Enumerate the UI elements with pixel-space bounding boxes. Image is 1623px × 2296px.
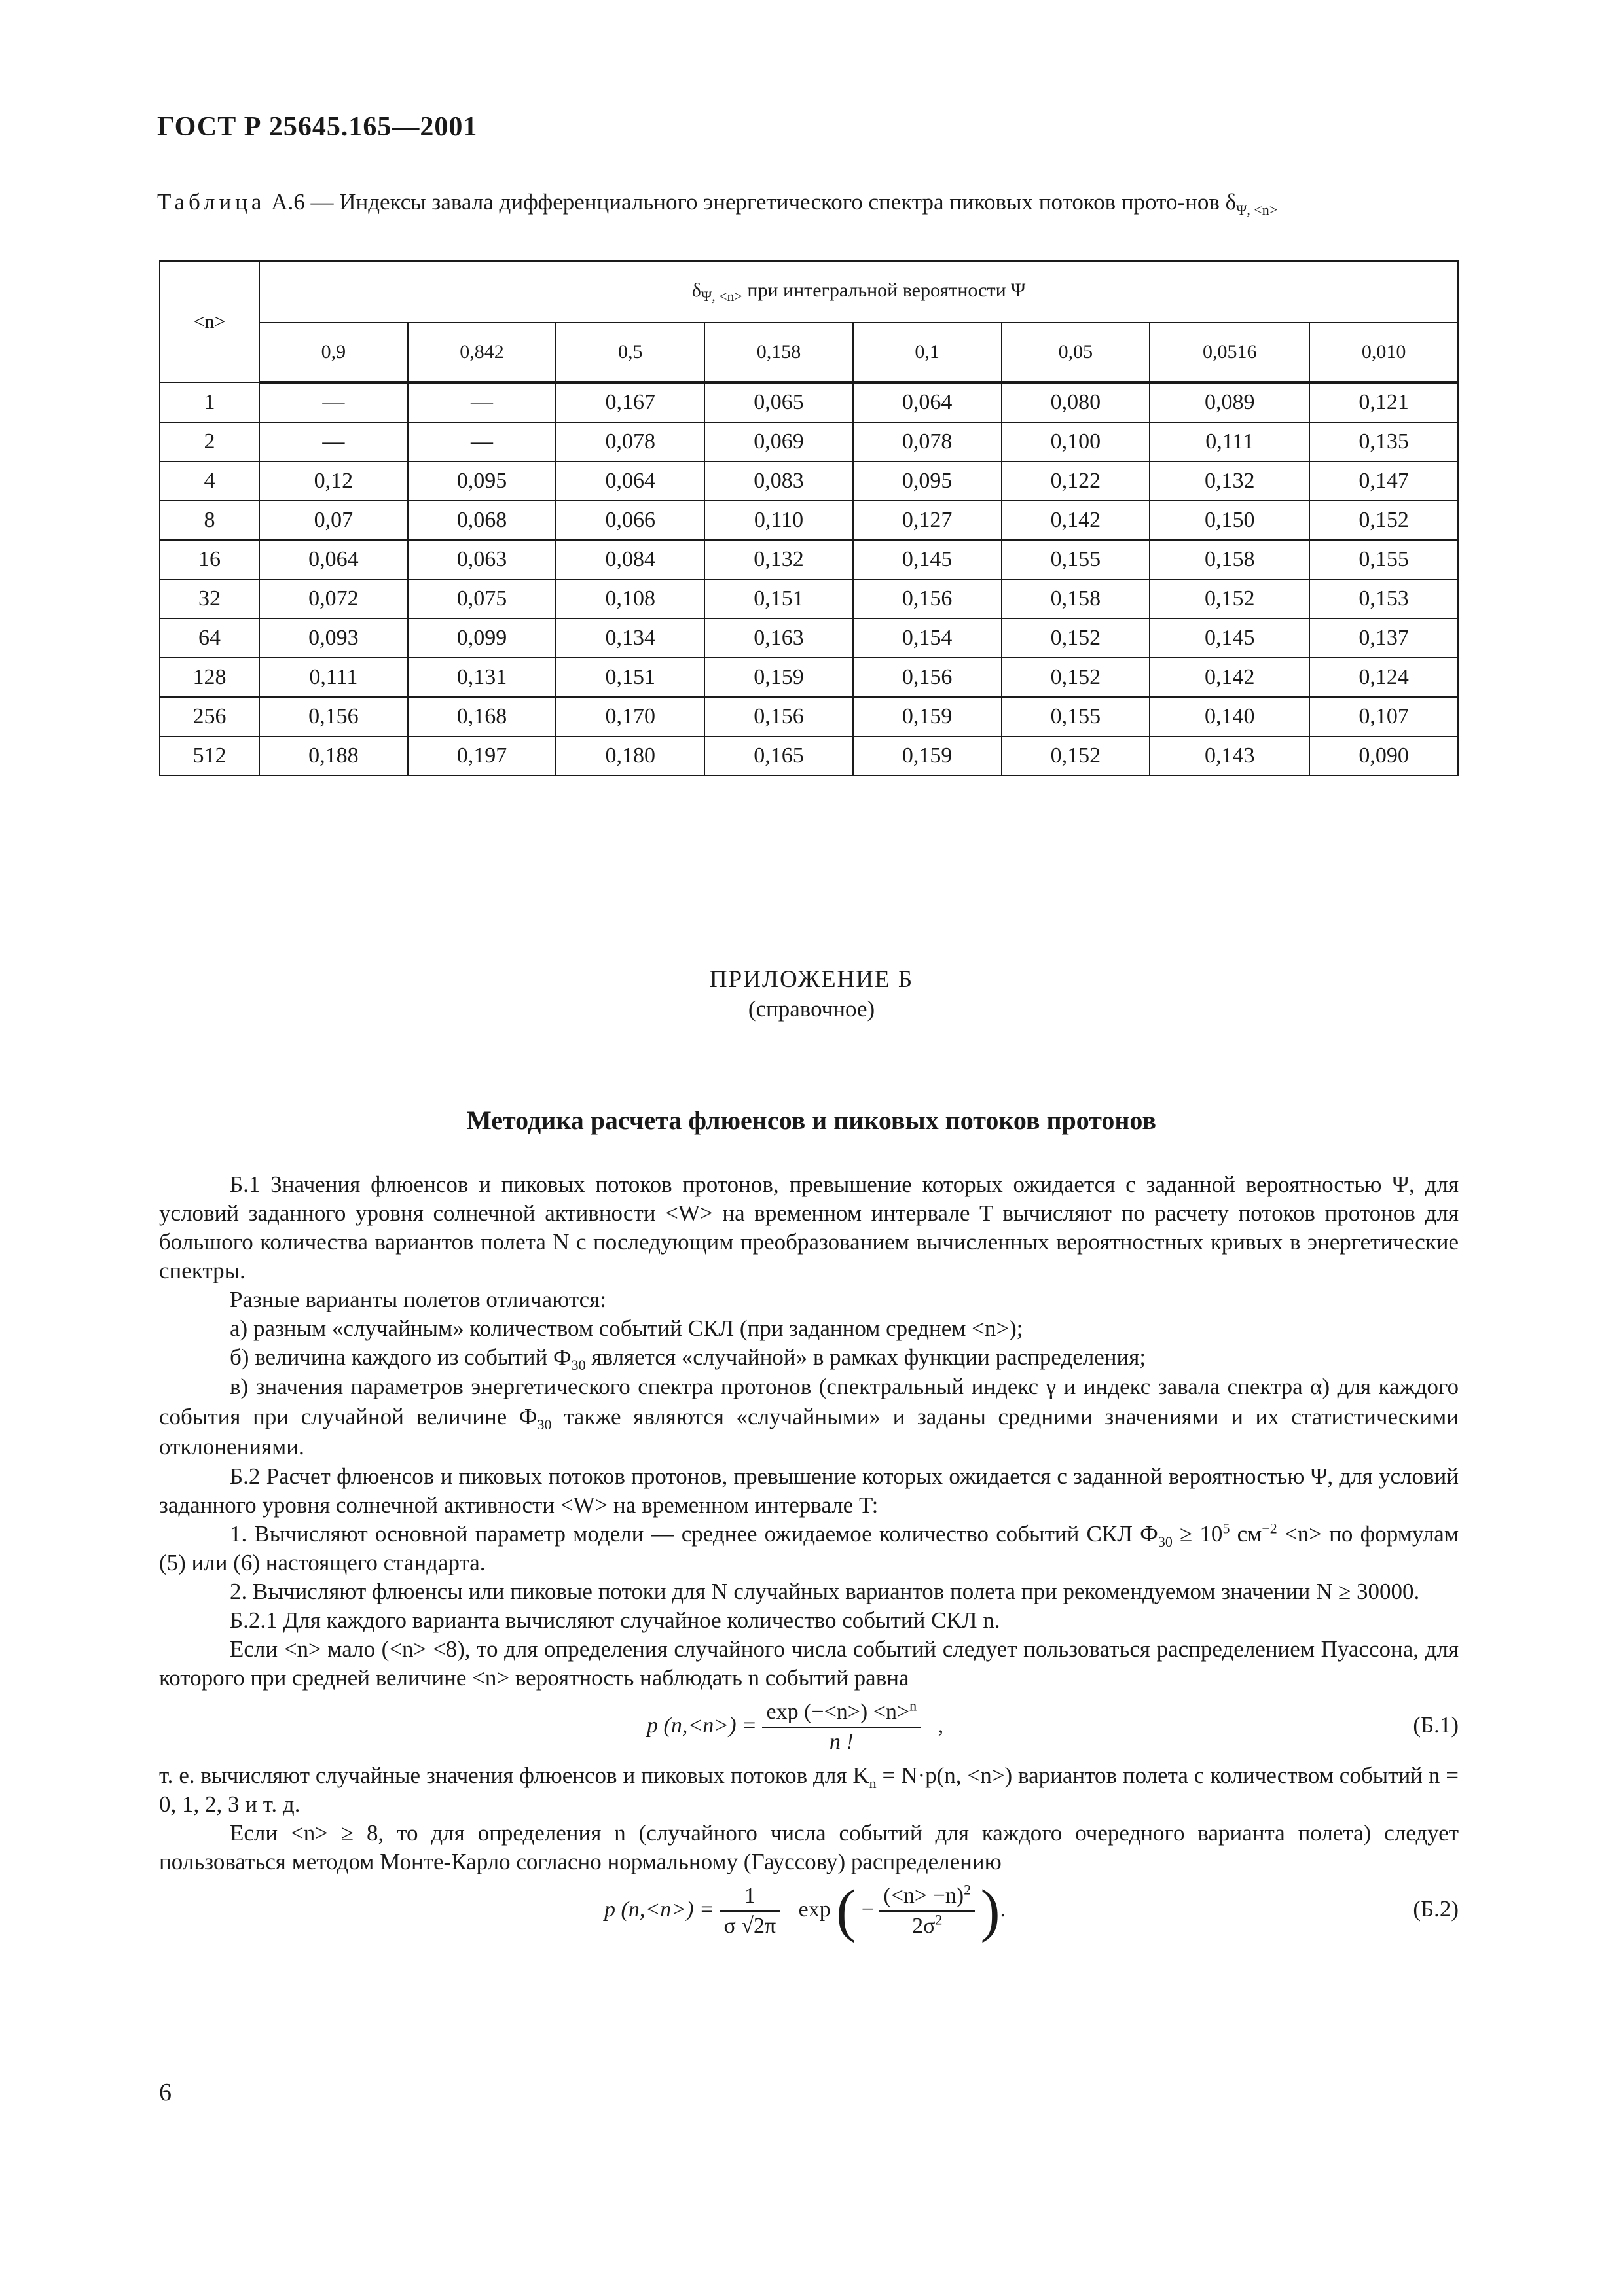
column-header: 0,158 <box>704 323 853 382</box>
appendix-subtitle: (справочное) <box>748 996 875 1022</box>
table-cell: 0,093 <box>259 619 408 658</box>
table-cell: 0,111 <box>259 658 408 697</box>
formula-b2-inner-numerator: (<n> −n) <box>883 1884 964 1908</box>
table-cell: 0,137 <box>1309 619 1458 658</box>
table-cell: 0,089 <box>1150 382 1309 422</box>
row-n-cell: 256 <box>160 697 259 736</box>
table-cell: 0,111 <box>1150 422 1309 461</box>
table-row <box>160 422 1458 461</box>
table-cell: 0,07 <box>259 501 408 540</box>
table-cell: 0,084 <box>556 540 704 579</box>
step-1-tail: <n> по формулам (5) или (6) настоящего стандарта. <box>159 1521 1459 1575</box>
table-cell: 0,064 <box>259 540 408 579</box>
index-table <box>159 260 1459 776</box>
table-cell: 0,158 <box>1150 540 1309 579</box>
table-cell: 0,168 <box>408 697 556 736</box>
table-cell: 0,108 <box>556 579 704 619</box>
list-item-c-sub: 30 <box>537 1416 552 1433</box>
table-cell: 0,152 <box>1002 658 1150 697</box>
column-header: 0,9 <box>259 323 408 382</box>
group-header-symbol: δ <box>691 279 701 301</box>
row-n-cell: 8 <box>160 501 259 540</box>
table-caption-text: А.6 — Индексы завала дифференциального энергетического спектра пиковых потоков прото-нов δ <box>271 189 1237 215</box>
table-cell: 0,159 <box>704 658 853 697</box>
table-cell: 0,159 <box>853 697 1002 736</box>
formula-b2-fraction <box>720 1882 780 1941</box>
formula-b1-fraction <box>762 1698 921 1757</box>
body-text <box>159 1170 1459 1955</box>
table-cell: 0,147 <box>1309 461 1458 501</box>
table-caption-subscript: Ψ, <n> <box>1236 202 1278 218</box>
row-n-cell: 32 <box>160 579 259 619</box>
table-cell: 0,180 <box>556 736 704 776</box>
table-cell: 0,188 <box>259 736 408 776</box>
column-header: 0,010 <box>1309 323 1458 382</box>
table-row <box>160 540 1458 579</box>
paragraph-kn-tail: = N·p(n, <n>) вариантов полета с количеством событий n = 0, 1, 2, 3 и т. д. <box>159 1763 1459 1817</box>
list-item-c <box>159 1372 1459 1462</box>
column-header: 0,05 <box>1002 323 1150 382</box>
table-cell: 0,12 <box>259 461 408 501</box>
formula-b2-inner-denominator: 2σ <box>912 1914 936 1938</box>
table-cell: 0,143 <box>1150 736 1309 776</box>
step-1-unit: см <box>1230 1521 1262 1547</box>
formula-b2-numerator: 1 <box>720 1882 780 1912</box>
step-1-sub: 30 <box>1158 1534 1173 1550</box>
page-number: 6 <box>159 2079 172 2106</box>
formula-b1-numerator: exp (−<n>) <n> <box>766 1700 910 1724</box>
row-n-cell: 64 <box>160 619 259 658</box>
table-cell: 0,078 <box>556 422 704 461</box>
table-row <box>160 658 1458 697</box>
table-cell: 0,121 <box>1309 382 1458 422</box>
table-cell: 0,124 <box>1309 658 1458 697</box>
row-n-cell: 128 <box>160 658 259 697</box>
paragraph-step-2: 2. Вычисляют флюенсы или пиковые потоки для N случайных вариантов полета при рекомендуемом значении N ≥ 30000. <box>230 1579 1420 1604</box>
list-item-b-text: б) величина каждого из событий Ф <box>230 1344 572 1370</box>
table-cell: 0,063 <box>408 540 556 579</box>
table-cell: 0,127 <box>853 501 1002 540</box>
table-cell: 0,165 <box>704 736 853 776</box>
table-cell: 0,153 <box>1309 579 1458 619</box>
paragraph-b21: Б.2.1 Для каждого варианта вычисляют случайное количество событий СКЛ n. <box>230 1607 1000 1633</box>
list-item-b-tail: является «случайной» в рамках функции распределения; <box>585 1344 1146 1370</box>
table-cell: 0,134 <box>556 619 704 658</box>
table-cell: 0,151 <box>704 579 853 619</box>
table-cell: 0,100 <box>1002 422 1150 461</box>
table-cell: — <box>408 422 556 461</box>
list-item-c-tail: также являются «случайными» и заданы средними значениями и их статистическими отклонениями. <box>159 1404 1459 1460</box>
step-1-text: 1. Вычисляют основной параметр модели — среднее ожидаемое количество событий СКЛ Ф <box>230 1521 1158 1547</box>
table-cell: 0,110 <box>704 501 853 540</box>
paragraph-b2: Б.2 Расчет флюенсов и пиковых потоков протонов, превышение которых ожидается с заданной вероятностью Ψ, для условий заданного уровня солнечной активности <W> на временном интервале T: <box>159 1463 1459 1518</box>
formula-b2-inner-numerator-sup: 2 <box>964 1881 972 1898</box>
table-cell: 0,163 <box>704 619 853 658</box>
table-row <box>160 697 1458 736</box>
table-cell: 0,170 <box>556 697 704 736</box>
table-cell: 0,068 <box>408 501 556 540</box>
table-cell: 0,156 <box>853 579 1002 619</box>
table-cell: 0,167 <box>556 382 704 422</box>
table-cell: 0,197 <box>408 736 556 776</box>
formula-b1-numerator-sup: n <box>909 1697 917 1714</box>
formula-b1-lhs: p (n,<n>) = <box>647 1713 757 1738</box>
group-header <box>259 261 1458 323</box>
table-cell: 0,142 <box>1002 501 1150 540</box>
table-row <box>160 619 1458 658</box>
table-cell: 0,152 <box>1002 736 1150 776</box>
column-header: 0,842 <box>408 323 556 382</box>
formula-b2-number: (Б.2) <box>1413 1896 1459 1922</box>
table-cell: 0,107 <box>1309 697 1458 736</box>
formula-b1-number: (Б.1) <box>1413 1712 1459 1738</box>
table-cell: 0,083 <box>704 461 853 501</box>
list-item-a: а) разным «случайным» количеством событий СКЛ (при заданном среднем <n>); <box>230 1316 1023 1341</box>
table-cell: 0,069 <box>704 422 853 461</box>
step-1-sup1: 5 <box>1222 1520 1230 1537</box>
table-cell: 0,122 <box>1002 461 1150 501</box>
table-cell: 0,152 <box>1002 619 1150 658</box>
formula-b2-tail: . <box>1000 1897 1006 1922</box>
table-row <box>160 736 1458 776</box>
column-header: 0,0516 <box>1150 323 1309 382</box>
appendix-title: ПРИЛОЖЕНИЕ Б <box>709 966 914 993</box>
step-1-ge: ≥ 10 <box>1172 1521 1223 1547</box>
section-title: Методика расчета флюенсов и пиковых потоков протонов <box>467 1105 1156 1135</box>
formula-b2-lhs: p (n,<n>) = <box>604 1897 714 1922</box>
table-cell: 0,154 <box>853 619 1002 658</box>
formula-b2-denominator: σ √2π <box>723 1914 776 1938</box>
table-cell: 0,156 <box>259 697 408 736</box>
table-cell: — <box>259 382 408 422</box>
table-cell: 0,145 <box>1150 619 1309 658</box>
paragraph-kn <box>159 1761 1459 1819</box>
paragraph-kn-text: т. е. вычисляют случайные значения флюенсов и пиковых потоков для K <box>159 1763 869 1788</box>
column-header: 0,1 <box>853 323 1002 382</box>
table-row <box>160 501 1458 540</box>
paragraph-step-1 <box>159 1520 1459 1577</box>
table-row <box>160 382 1458 422</box>
group-header-subscript: Ψ, <n> <box>701 287 742 304</box>
table-cell: 0,065 <box>704 382 853 422</box>
paragraph-variants: Разные варианты полетов отличаются: <box>230 1287 606 1312</box>
table-cell: 0,095 <box>853 461 1002 501</box>
table-cell: 0,072 <box>259 579 408 619</box>
paragraph-poisson: Если <n> мало (<n> <8), то для определения случайного числа событий следует пользоваться распределением Пуассона, для которого при средней величине <n> вероятность наблюдать n событий равна <box>159 1636 1459 1691</box>
table-cell: 0,090 <box>1309 736 1458 776</box>
formula-b2-open-paren: ( <box>836 1878 856 1943</box>
table-cell: 0,135 <box>1309 422 1458 461</box>
table-cell: 0,095 <box>408 461 556 501</box>
table-cell: 0,155 <box>1002 697 1150 736</box>
table-cell: 0,064 <box>556 461 704 501</box>
list-item-c-text: в) значения параметров энергетического спектра протонов (спектральный индекс γ и индекс завала спектра α) для каждого события при случайной величине Ф <box>159 1374 1459 1429</box>
list-item-b <box>159 1343 1459 1372</box>
table-cell: — <box>408 382 556 422</box>
formula-b2-exp: exp <box>798 1897 831 1922</box>
table-cell: 0,078 <box>853 422 1002 461</box>
formula-b2 <box>159 1876 1459 1955</box>
table-cell: 0,156 <box>704 697 853 736</box>
column-header-row <box>160 323 1458 382</box>
table-cell: 0,064 <box>853 382 1002 422</box>
table-cell: 0,099 <box>408 619 556 658</box>
table-row <box>160 461 1458 501</box>
paragraph-b1: Б.1 Значения флюенсов и пиковых потоков протонов, превышение которых ожидается с заданной вероятностью Ψ, для условий заданного уровня солнечной активности <W> на временном интервале T вычисляют по расчету потоков протонов для большого количества вариантов полета N с последующим преобразованием вычисленных вероятностных кривых в энергетические спектры. <box>159 1172 1459 1283</box>
step-1-sup2: −2 <box>1262 1520 1277 1537</box>
table-cell: 0,150 <box>1150 501 1309 540</box>
formula-b1-denominator: n ! <box>829 1730 854 1754</box>
row-n-cell: 16 <box>160 540 259 579</box>
formula-b2-minus: − <box>861 1897 874 1922</box>
row-n-cell: 4 <box>160 461 259 501</box>
table-cell: 0,158 <box>1002 579 1150 619</box>
document-header: ГОСТ Р 25645.165—2001 <box>157 112 478 142</box>
row-n-cell: 1 <box>160 382 259 422</box>
table-caption-label: Таблица <box>157 189 266 215</box>
paragraph-gauss: Если <n> ≥ 8, то для определения n (случайного числа событий для каждого очередного варианта полета) следует пользоваться методом Монте-Карло согласно нормальному (Гауссову) распределению <box>159 1820 1459 1874</box>
table-cell: 0,152 <box>1309 501 1458 540</box>
table-caption <box>157 188 1460 224</box>
table-body <box>160 382 1458 776</box>
table-cell: 0,140 <box>1150 697 1309 736</box>
table-cell: 0,156 <box>853 658 1002 697</box>
table-cell: 0,155 <box>1002 540 1150 579</box>
table-cell: — <box>259 422 408 461</box>
table-cell: 0,151 <box>556 658 704 697</box>
formula-b1-tail: , <box>938 1713 944 1738</box>
column-header: 0,5 <box>556 323 704 382</box>
table-cell: 0,080 <box>1002 382 1150 422</box>
row-header: <n> <box>160 261 259 382</box>
table-cell: 0,159 <box>853 736 1002 776</box>
row-n-cell: 2 <box>160 422 259 461</box>
row-n-cell: 512 <box>160 736 259 776</box>
table-cell: 0,132 <box>1150 461 1309 501</box>
formula-b2-inner-fraction <box>879 1882 975 1941</box>
list-item-b-sub: 30 <box>571 1357 586 1373</box>
group-header-text: при интегральной вероятности Ψ <box>742 279 1026 301</box>
table-row <box>160 579 1458 619</box>
table-cell: 0,145 <box>853 540 1002 579</box>
table-cell: 0,142 <box>1150 658 1309 697</box>
table-cell: 0,066 <box>556 501 704 540</box>
formula-b1 <box>159 1693 1459 1761</box>
formula-b2-close-paren: ) <box>980 1878 1000 1943</box>
table-cell: 0,075 <box>408 579 556 619</box>
paragraph-kn-sub: n <box>869 1775 877 1791</box>
table-cell: 0,131 <box>408 658 556 697</box>
table-cell: 0,152 <box>1150 579 1309 619</box>
table-cell: 0,155 <box>1309 540 1458 579</box>
table-cell: 0,132 <box>704 540 853 579</box>
formula-b2-inner-denominator-sup: 2 <box>935 1911 943 1928</box>
